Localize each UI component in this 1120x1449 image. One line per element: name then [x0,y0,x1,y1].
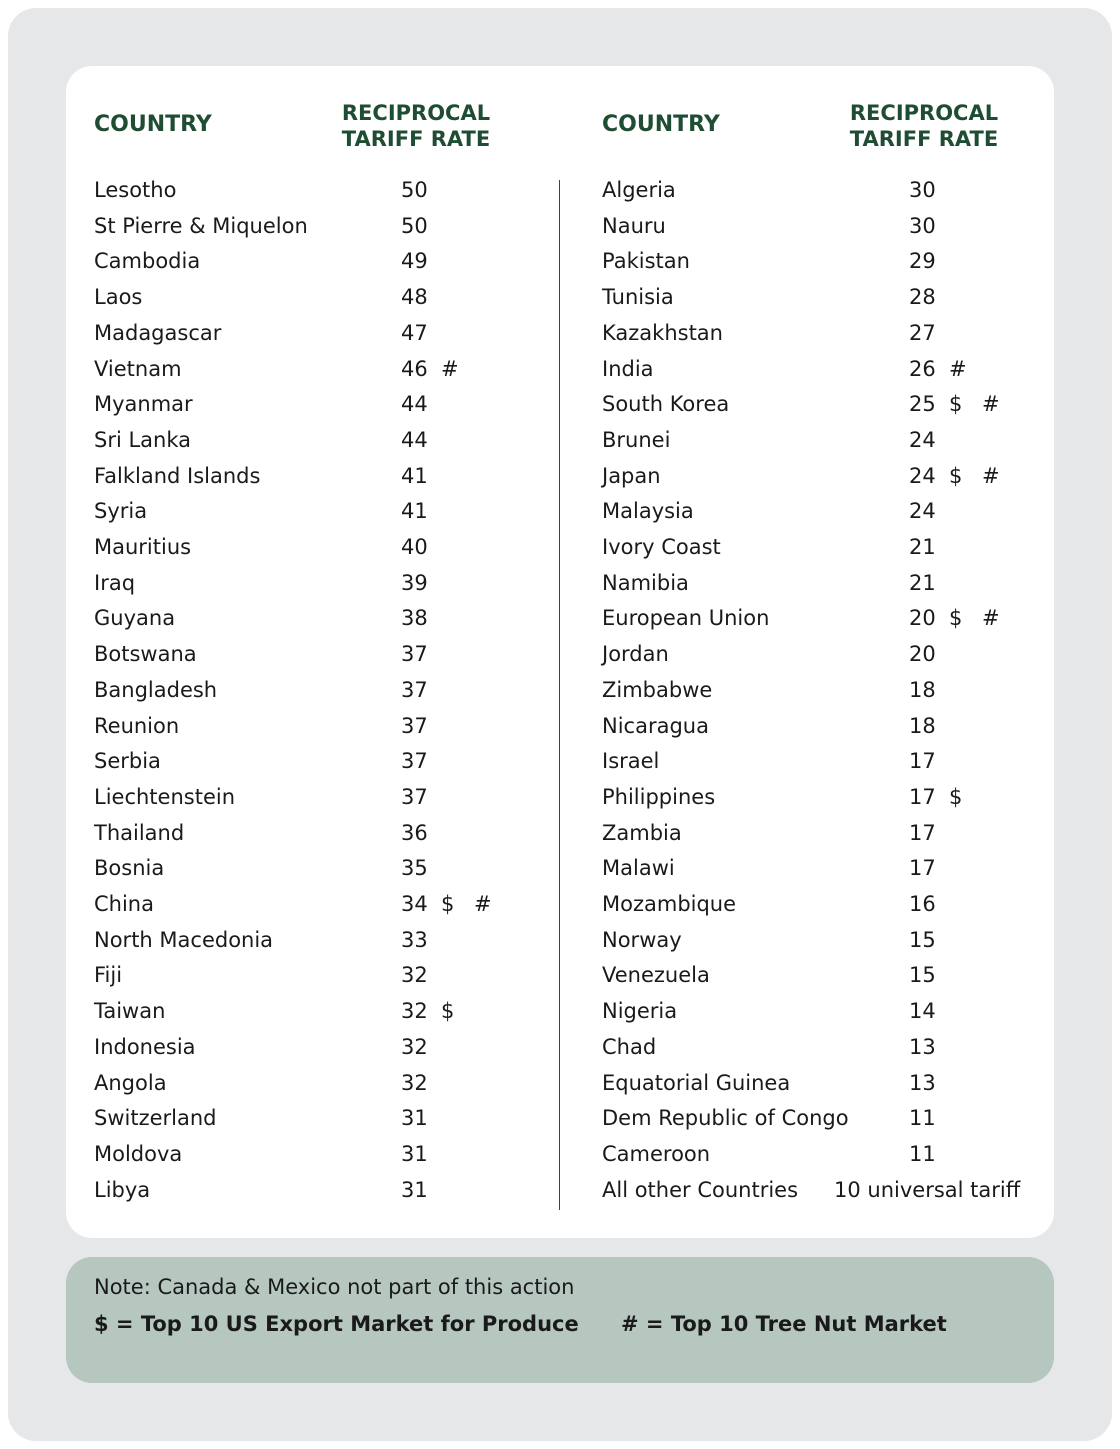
tariff-rate: 11 [909,1141,936,1166]
right-table-row [602,1100,1062,1136]
country-name: Norway [602,927,682,952]
left-table-row [94,922,554,958]
left-table-row [94,600,554,636]
left-table-row [94,351,554,387]
right-table-row [602,743,1062,779]
tariff-rate: 37 [401,642,428,667]
tariff-rate: 33 [401,927,428,952]
country-name: Moldova [94,1141,183,1166]
country-name: Reunion [94,713,180,738]
tariff-rate: 49 [401,249,428,274]
tariff-rate: 37 [401,677,428,702]
country-name: Iraq [94,570,136,595]
tariff-rate: 21 [909,535,936,559]
tariff-rate: 32 [401,963,428,988]
tariff-rate: 20 [909,642,936,667]
country-name: St Pierre & Miquelon [94,213,308,238]
country-name: Chad [602,1034,657,1059]
tariff-rate: 26 [909,356,936,381]
left-table-row [94,386,554,422]
country-name: Mauritius [94,535,192,559]
tariff-rate: 32 [401,1070,428,1095]
country-name: Israel [602,749,660,774]
tariff-rate: 17 [909,749,936,774]
tariff-rate: 47 [401,320,428,345]
tariff-rate: 30 [909,178,936,202]
tariff-rate: 31 [401,1177,428,1202]
tariff-rate: 38 [401,606,428,631]
country-name: Namibia [602,570,689,595]
country-name: Cameroon [602,1141,711,1166]
right-table-row [602,1065,1062,1101]
country-name: China [94,892,154,916]
country-name: Fiji [94,963,123,988]
right-rate-header [824,100,1024,152]
marker-1: $ [441,892,455,916]
marker-1: $ [949,392,963,417]
right-table-row [602,993,1062,1029]
tariff-rate: 30 [909,213,936,238]
right-table-row [602,1136,1062,1172]
tariff-rate: 20 [909,606,936,631]
country-name: Myanmar [94,392,193,417]
left-table-row [94,458,554,494]
country-name: Nauru [602,213,666,238]
right-table-row [602,279,1062,315]
right-table-row [602,565,1062,601]
country-name: Dem Republic of Congo [602,1106,849,1131]
country-name: All other Countries [602,1177,799,1202]
tariff-rate: 24 [909,463,936,488]
left-table-row [94,243,554,279]
tariff-rate: 31 [401,1141,428,1166]
country-name: Philippines [602,784,716,809]
marker-1: $ [949,463,963,488]
country-name: Cambodia [94,249,201,274]
marker-1: # [441,356,459,381]
tariff-rate: 17 [909,784,936,809]
left-table-row [94,1136,554,1172]
country-name: Laos [94,285,143,310]
tariff-rate: 24 [909,499,936,524]
tariff-rate: 34 [401,892,428,916]
left-table-row [94,208,554,244]
country-name: Syria [94,499,148,524]
country-name: Vietnam [94,356,182,381]
left-rate-header [316,100,516,152]
left-table-row [94,779,554,815]
country-name: Mozambique [602,892,737,916]
left-table-row [94,1100,554,1136]
country-name: Malaysia [602,499,694,524]
tariff-rate: 39 [401,570,428,595]
country-name: Madagascar [94,320,222,345]
tariff-rate: 16 [909,892,936,916]
country-name: Kazakhstan [602,320,723,345]
country-name: Pakistan [602,249,690,274]
left-table-row [94,850,554,886]
country-name: Venezuela [602,963,710,988]
tariff-rate: 44 [401,427,428,452]
right-country-header: COUNTRY [602,112,720,137]
right-table-row [602,815,1062,851]
left-table-row [94,815,554,851]
left-rate-header-line1: RECIPROCAL [341,101,491,125]
right-table-row [602,779,1062,815]
country-name: Malawi [602,856,675,881]
left-table-row [94,1172,554,1208]
right-table-row [602,351,1062,387]
tariff-rate: 36 [401,820,428,845]
country-name: Taiwan [94,999,166,1024]
right-table-row [602,708,1062,744]
tariff-rate: 37 [401,784,428,809]
tariff-rate: 50 [401,213,428,238]
column-divider [559,180,560,1210]
marker-2: # [474,892,492,916]
tariff-rate: 18 [909,677,936,702]
right-table-row [602,1029,1062,1065]
tariff-rate: 28 [909,285,936,310]
country-name: Indonesia [94,1034,196,1059]
left-table-row [94,279,554,315]
left-table-row [94,565,554,601]
country-name: South Korea [602,392,730,417]
marker-1: $ [949,606,963,631]
left-table-row [94,957,554,993]
right-table-row [602,493,1062,529]
country-name: Ivory Coast [602,535,721,559]
tariff-rate: 17 [909,856,936,881]
country-name: Bangladesh [94,677,218,702]
right-table-row [602,886,1062,922]
right-table-row [602,850,1062,886]
country-name: Equatorial Guinea [602,1070,791,1095]
country-name: Switzerland [94,1106,217,1131]
left-table-row [94,172,554,208]
country-name: Bosnia [94,856,165,881]
country-name: Angola [94,1070,167,1095]
dollar-legend: $ = Top 10 US Export Market for Produce [94,1312,579,1336]
hash-legend: # = Top 10 Tree Nut Market [621,1312,947,1336]
country-name: Sri Lanka [94,427,192,452]
tariff-rate: 37 [401,713,428,738]
tariff-rate: 14 [909,999,936,1024]
tariff-rate: 41 [401,499,428,524]
tariff-rate: 41 [401,463,428,488]
tariff-rate: 11 [909,1106,936,1131]
country-name: India [602,356,654,381]
tariff-rate: 29 [909,249,936,274]
tariff-rate: 32 [401,1034,428,1059]
tariff-rate: 21 [909,570,936,595]
country-name: Japan [602,463,661,488]
left-table-row [94,1065,554,1101]
left-table-row [94,993,554,1029]
left-table-row [94,636,554,672]
left-country-header: COUNTRY [94,112,212,137]
marker-1: $ [949,784,963,809]
left-table-row [94,743,554,779]
right-table-row [602,636,1062,672]
right-table-row [602,1172,1062,1208]
left-table-row [94,529,554,565]
right-table-row [602,208,1062,244]
left-table-row [94,1029,554,1065]
tariff-rate: 10 universal tariff [834,1177,1021,1202]
country-name: Guyana [94,606,176,631]
country-name: North Macedonia [94,927,274,952]
tariff-rate: 35 [401,856,428,881]
note-text: Note: Canada & Mexico not part of this action [94,1275,575,1299]
right-table-row [602,172,1062,208]
right-table-row [602,458,1062,494]
country-name: Zambia [602,820,682,845]
left-table-row [94,493,554,529]
country-name: Botswana [94,642,197,667]
marker-2: # [982,606,1000,631]
right-rate-header-line2: TARIFF RATE [849,127,999,151]
marker-2: # [982,463,1000,488]
tariff-rate: 13 [909,1034,936,1059]
right-rate-header-line1: RECIPROCAL [849,101,999,125]
tariff-rate: 46 [401,356,428,381]
right-table-row [602,243,1062,279]
country-name: Zimbabwe [602,677,713,702]
tariff-rate: 18 [909,713,936,738]
left-table-row [94,672,554,708]
tariff-rate: 25 [909,392,936,417]
tariff-rate: 37 [401,749,428,774]
tariff-rate: 27 [909,320,936,345]
country-name: European Union [602,606,770,631]
country-name: Serbia [94,749,161,774]
country-name: Jordan [602,642,669,667]
country-name: Brunei [602,427,671,452]
country-name: Libya [94,1177,151,1202]
marker-1: # [949,356,967,381]
country-name: Thailand [94,820,185,845]
right-table-row [602,957,1062,993]
country-name: Falkland Islands [94,463,261,488]
tariff-rate: 15 [909,963,936,988]
tariff-rate: 50 [401,178,428,202]
tariff-rate: 24 [909,427,936,452]
right-table-row [602,529,1062,565]
right-table-row [602,386,1062,422]
marker-2: # [982,392,1000,417]
tariff-rate: 44 [401,392,428,417]
tariff-rate: 15 [909,927,936,952]
country-name: Lesotho [94,178,177,202]
tariff-rate: 13 [909,1070,936,1095]
right-table-row [602,600,1062,636]
left-table-row [94,315,554,351]
country-name: Nicaragua [602,713,709,738]
tariff-rate: 40 [401,535,428,559]
right-table-row [602,922,1062,958]
country-name: Algeria [602,178,676,202]
left-table-row [94,708,554,744]
tariff-rate: 17 [909,820,936,845]
right-table-row [602,315,1062,351]
tariff-rate: 48 [401,285,428,310]
tariff-rate: 31 [401,1106,428,1131]
country-name: Nigeria [602,999,678,1024]
marker-1: $ [441,999,455,1024]
right-table-row [602,422,1062,458]
country-name: Liechtenstein [94,784,236,809]
tariff-rate: 32 [401,999,428,1024]
country-name: Tunisia [602,285,674,310]
right-table-row [602,672,1062,708]
left-rate-header-line2: TARIFF RATE [341,127,491,151]
left-table-row [94,422,554,458]
left-table-row [94,886,554,922]
